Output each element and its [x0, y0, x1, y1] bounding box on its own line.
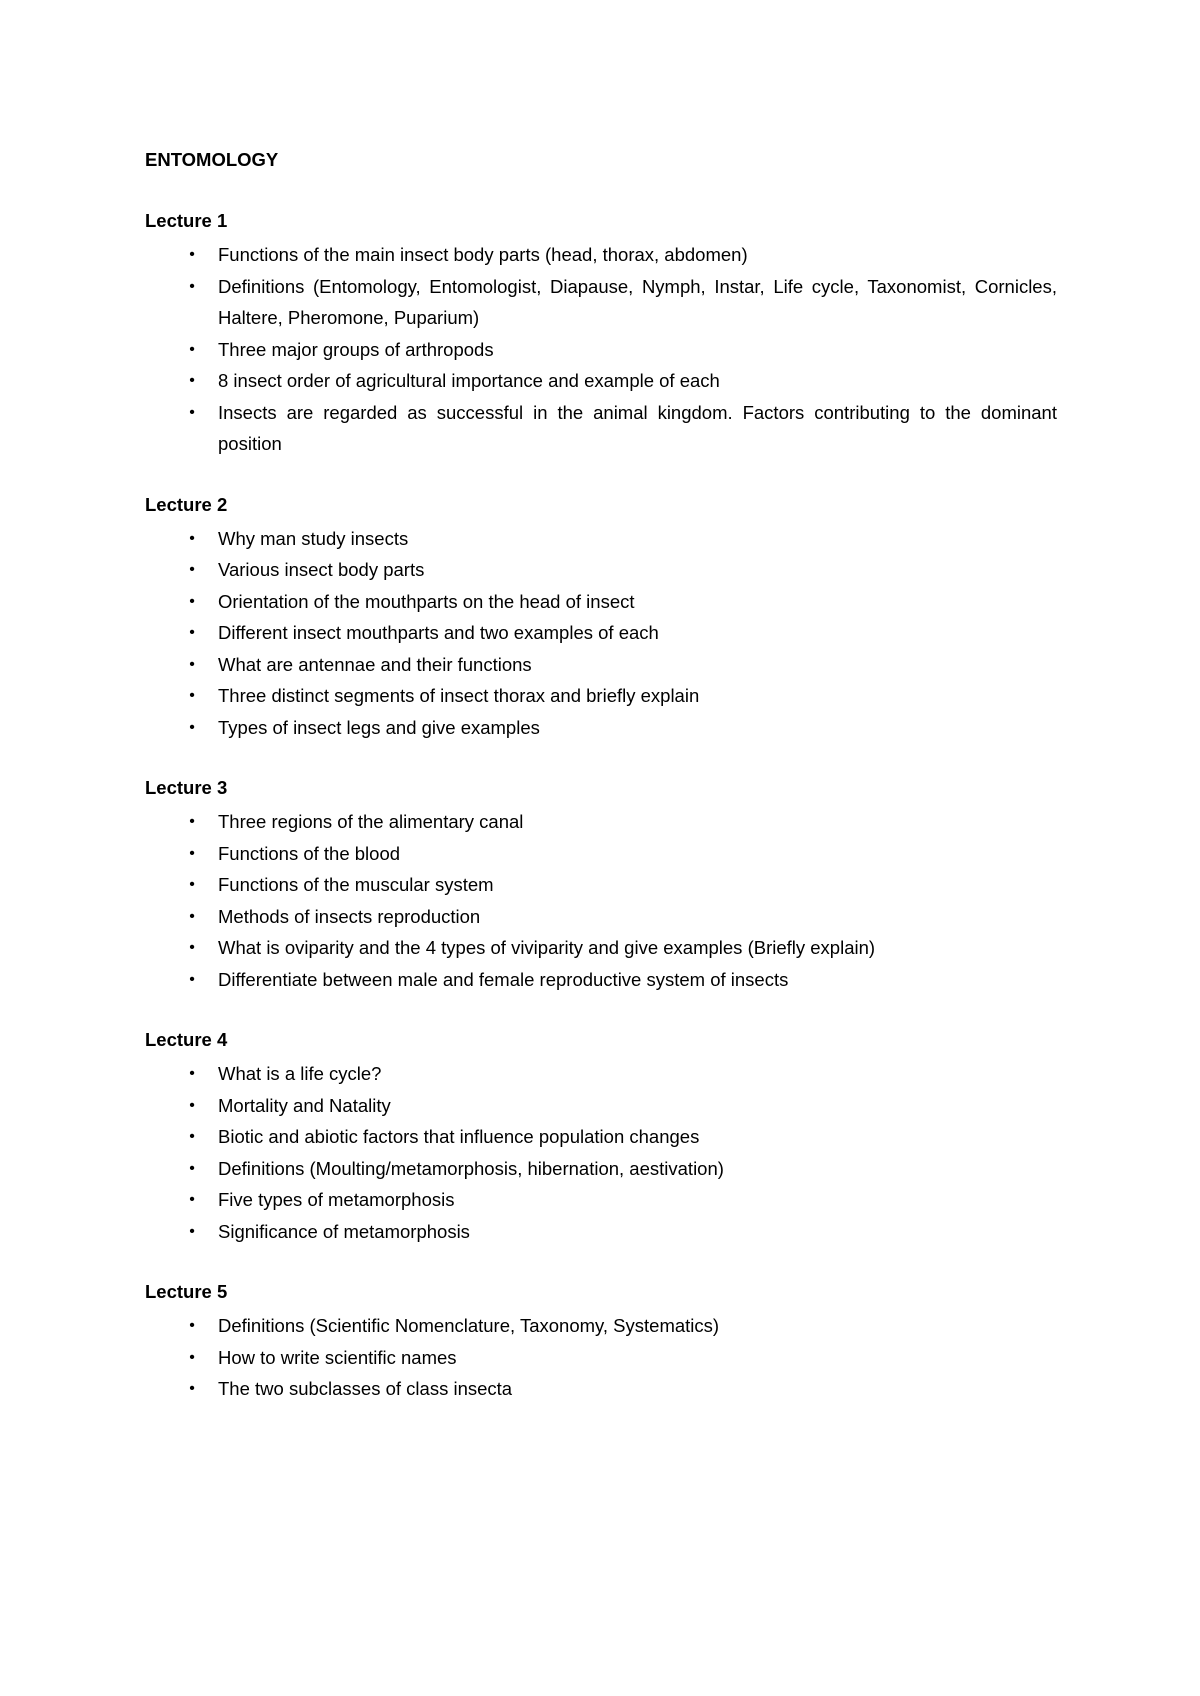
bullet-item — [145, 1216, 1057, 1248]
bullet-item — [145, 869, 1057, 901]
lecture-title: Lecture 3 — [145, 777, 228, 798]
bullet-text: Various insect body parts — [218, 559, 425, 580]
bullet-item — [145, 1342, 1057, 1374]
bullet-text: What is oviparity and the 4 types of viviparity and give examples (Briefly explain) — [218, 937, 876, 958]
bullet-text: Significance of metamorphosis — [218, 1220, 470, 1242]
bullet-dot-icon: • — [189, 907, 195, 925]
bullet-item — [145, 649, 1057, 681]
bullet-dot-icon: • — [189, 246, 195, 263]
bullet-item — [145, 964, 1057, 996]
bullet-text: Functions of the blood — [218, 842, 401, 864]
lecture-sections — [145, 207, 1057, 1405]
bullet-text: Insects are regarded as successful in the animal kingdom. Factors contributing to the dominant position — [218, 401, 1057, 454]
bullet-text: Biotic and abiotic factors that influence population changes — [218, 1126, 700, 1147]
bullet-item — [145, 1121, 1057, 1153]
document-content — [145, 146, 1057, 1436]
bullet-dot-icon: • — [189, 1222, 195, 1240]
bullet-dot-icon: • — [189, 340, 195, 358]
bullet-item — [145, 617, 1057, 649]
bullet-dot-icon: • — [189, 655, 195, 673]
bullet-text: Mortality and Natality — [218, 1094, 391, 1116]
bullet-text: Functions of the muscular system — [218, 874, 494, 895]
bullet-dot-icon: • — [189, 1348, 195, 1366]
bullet-item — [145, 397, 1057, 460]
bullet-text: Definitions (Entomology, Entomologist, Diapause, Nymph, Instar, Life cycle, Taxonomist, Cornicles, Haltere, Pheromone, Puparium) — [218, 275, 1057, 328]
bullet-text: Three major groups of arthropods — [218, 338, 494, 360]
bullet-dot-icon: • — [189, 624, 195, 641]
bullet-dot-icon: • — [189, 687, 195, 704]
lecture-section — [145, 207, 1057, 460]
bullet-item — [145, 334, 1057, 366]
bullet-dot-icon: • — [189, 876, 195, 893]
bullet-text: Functions of the main insect body parts (head, thorax, abdomen) — [218, 244, 748, 265]
lecture-title: Lecture 2 — [145, 493, 228, 515]
bullet-text: What are antennae and their functions — [218, 653, 532, 675]
bullet-dot-icon: • — [189, 813, 195, 830]
bullet-dot-icon: • — [189, 1380, 195, 1397]
bullet-text: Five types of metamorphosis — [218, 1189, 455, 1210]
bullet-text: 8 insect order of agricultural importance and example of each — [218, 370, 720, 391]
bullet-dot-icon: • — [189, 970, 195, 988]
bullet-item — [145, 1310, 1057, 1342]
bullet-item — [145, 554, 1057, 586]
bullet-list — [145, 1058, 1057, 1247]
bullet-item — [145, 932, 1057, 964]
bullet-text: The two subclasses of class insecta — [218, 1378, 513, 1399]
lecture-title: Lecture 1 — [145, 210, 228, 231]
bullet-item — [145, 806, 1057, 838]
bullet-text: Definitions (Moulting/metamorphosis, hibernation, aestivation) — [218, 1157, 724, 1179]
bullet-dot-icon: • — [189, 844, 195, 862]
bullet-item — [145, 271, 1057, 334]
bullet-item — [145, 1153, 1057, 1185]
bullet-text: Different insect mouthparts and two examples of each — [218, 622, 659, 643]
bullet-dot-icon: • — [189, 277, 195, 295]
bullet-text: Orientation of the mouthparts on the head of insect — [218, 590, 635, 612]
bullet-dot-icon: • — [189, 1191, 195, 1208]
bullet-item — [145, 838, 1057, 870]
lecture-title: Lecture 4 — [145, 1029, 228, 1050]
lecture-section — [145, 1278, 1057, 1405]
bullet-text: Methods of insects reproduction — [218, 905, 481, 927]
bullet-item — [145, 901, 1057, 933]
bullet-item — [145, 680, 1057, 712]
bullet-item — [145, 1184, 1057, 1216]
bullet-dot-icon: • — [189, 718, 195, 736]
bullet-text: Definitions (Scientific Nomenclature, Taxonomy, Systematics) — [218, 1315, 720, 1336]
bullet-dot-icon: • — [189, 939, 195, 956]
bullet-text: Three distinct segments of insect thorax and briefly explain — [218, 685, 700, 706]
bullet-item — [145, 712, 1057, 744]
bullet-dot-icon: • — [189, 403, 195, 421]
bullet-item — [145, 1058, 1057, 1090]
bullet-item — [145, 1373, 1057, 1405]
lecture-section — [145, 491, 1057, 744]
bullet-text: Differentiate between male and female reproductive system of insects — [218, 968, 789, 990]
bullet-text: Types of insect legs and give examples — [218, 716, 540, 738]
lecture-section — [145, 774, 1057, 995]
bullet-dot-icon: • — [189, 592, 195, 610]
bullet-item — [145, 586, 1057, 618]
bullet-dot-icon: • — [189, 1065, 195, 1082]
bullet-dot-icon: • — [189, 1128, 195, 1145]
bullet-list — [145, 806, 1057, 995]
bullet-dot-icon: • — [189, 1317, 195, 1334]
lecture-title: Lecture 5 — [145, 1281, 228, 1302]
document-title: ENTOMOLOGY — [145, 149, 279, 170]
bullet-item — [145, 365, 1057, 397]
bullet-dot-icon: • — [189, 529, 195, 547]
bullet-dot-icon: • — [189, 561, 195, 578]
bullet-list — [145, 239, 1057, 460]
bullet-list — [145, 523, 1057, 744]
bullet-item — [145, 1090, 1057, 1122]
bullet-text: Why man study insects — [218, 527, 409, 549]
bullet-item — [145, 239, 1057, 271]
bullet-dot-icon: • — [189, 372, 195, 389]
bullet-text: What is a life cycle? — [218, 1063, 382, 1084]
bullet-dot-icon: • — [189, 1096, 195, 1114]
bullet-dot-icon: • — [189, 1159, 195, 1177]
bullet-text: Three regions of the alimentary canal — [218, 811, 524, 832]
bullet-text: How to write scientific names — [218, 1346, 457, 1368]
bullet-item — [145, 523, 1057, 555]
bullet-list — [145, 1310, 1057, 1405]
lecture-section — [145, 1026, 1057, 1247]
